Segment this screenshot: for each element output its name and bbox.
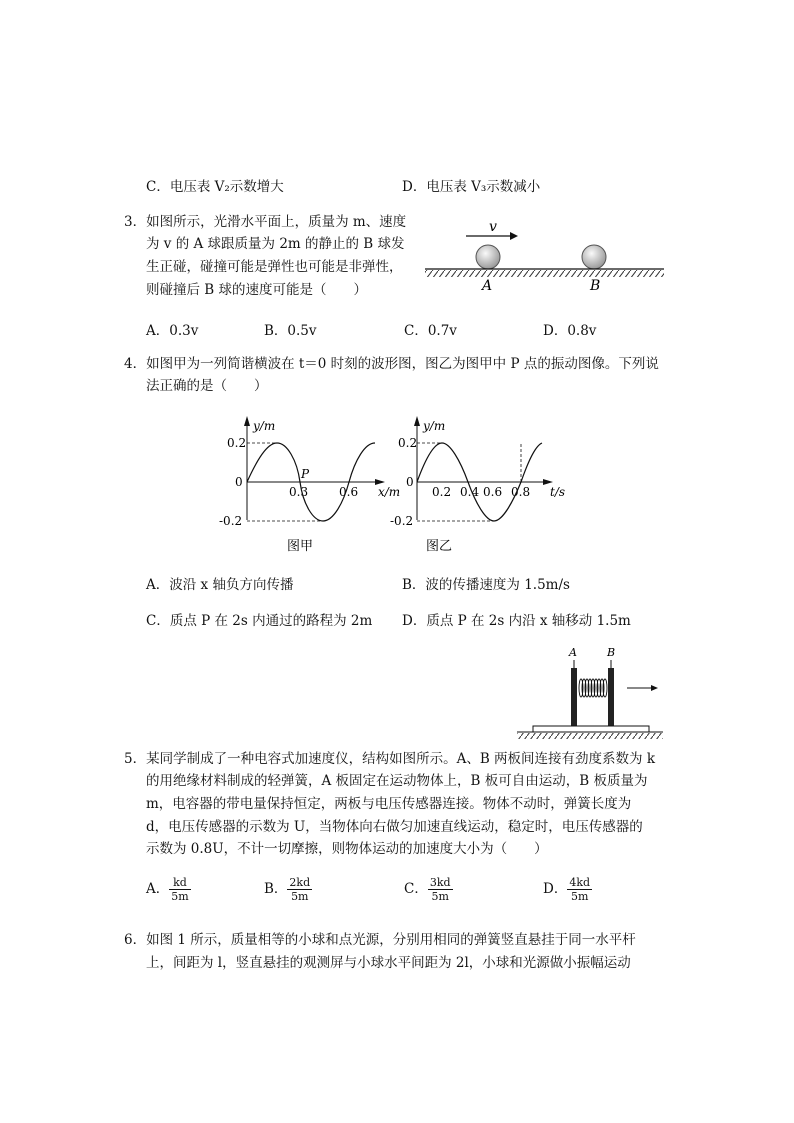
numerator: 2kd xyxy=(289,876,311,889)
q5-line-5: 示数为 0.8U，不计一切摩擦，则物体运动的加速度大小为（ ） xyxy=(146,841,548,857)
vib-tick-y-bottom: -0.2 xyxy=(390,514,414,528)
q5-option-a-fraction xyxy=(169,876,190,903)
q5-line-1: 5．某同学制成了一种电容式加速度仪，结构如图所示。A、B 两板间连接有劲度系数为 k xyxy=(124,751,656,767)
velocity-label: v xyxy=(489,219,497,235)
q5-line-3: m，电容器的带电量保持恒定，两板与电压传感器连接。物体不动时，弹簧长度为 xyxy=(146,796,632,812)
q5-option-a xyxy=(146,876,191,903)
q4-option-b: B．波的传播速度为 1.5m/s xyxy=(402,577,570,593)
q2-option-c: C．电压表 V₂示数增大 xyxy=(146,179,284,195)
q3-line-2: 为 v 的 A 球跟质量为 2m 的静止的 B 球发 xyxy=(146,236,405,252)
wave-y-label: y/m xyxy=(253,419,276,433)
base-platform xyxy=(533,726,649,732)
q3-option-d: D．0.8v xyxy=(543,323,597,339)
q5-option-b-fraction xyxy=(287,876,312,903)
y-axis-arrow xyxy=(414,416,420,426)
wave-tick-y-bottom: -0.2 xyxy=(219,514,243,528)
q3-option-c: C．0.7v xyxy=(404,323,457,339)
wave-point-p-label: P xyxy=(301,467,310,481)
plate-a-label: A xyxy=(569,646,577,659)
ball-a xyxy=(476,245,500,269)
denominator: 5m xyxy=(431,890,449,903)
q5-line-4: d，电压传感器的示数为 U，当物体向右做匀加速直线运动，稳定时，电压传感器的 xyxy=(146,819,643,835)
vib-y-label: y/m xyxy=(423,419,446,433)
plate-a xyxy=(571,668,577,726)
ball-a-label: A xyxy=(482,278,493,294)
q4-line-2: 法正确的是（ ） xyxy=(146,378,268,394)
wave-tick-y-top: 0.2 xyxy=(227,436,247,450)
denominator: 5m xyxy=(570,890,589,903)
denominator: 5m xyxy=(291,890,309,903)
q4-wave-figure xyxy=(215,410,401,555)
plate-b xyxy=(608,668,614,726)
spring xyxy=(579,679,607,697)
plate-b-label: B xyxy=(607,646,616,659)
numerator: 4kd xyxy=(569,876,591,889)
vib-tick-y-top: 0.2 xyxy=(398,436,418,450)
wave-figure-caption: 图甲 xyxy=(287,539,314,554)
q5-option-d xyxy=(543,876,592,903)
q3-collision-figure xyxy=(420,215,670,295)
vib-tick-x-2: 0.4 xyxy=(460,485,480,499)
wave-tick-x-1: 0.3 xyxy=(289,485,309,499)
q5-option-c-fraction xyxy=(428,876,453,903)
wave-tick-x-2: 0.6 xyxy=(339,485,359,499)
q4-option-c: C．质点 P 在 2s 内通过的路程为 2m xyxy=(146,613,373,629)
q6-line-1: 6．如图 1 所示，质量相等的小球和点光源，分别用相同的弹簧竖直悬挂于同一水平杆 xyxy=(124,932,636,948)
vib-x-label: t/s xyxy=(550,485,566,499)
ball-b-label: B xyxy=(590,278,601,294)
q5-option-a-label: A． xyxy=(146,881,170,897)
q3-line-1: 3．如图所示，光滑水平面上，质量为 m、速度 xyxy=(124,214,407,230)
q3-line-3: 生正碰，碰撞可能是弹性也可能是非弹性， xyxy=(146,259,403,275)
denominator: 5m xyxy=(171,890,189,903)
q2-option-d: D．电压表 V₃示数减小 xyxy=(402,179,541,195)
q5-option-d-label: D． xyxy=(543,881,568,897)
numerator: 3kd xyxy=(429,876,451,889)
q5-option-c-label: C． xyxy=(404,881,428,897)
q5-option-b-label: B． xyxy=(264,881,288,897)
q3-option-a: A．0.3v xyxy=(146,323,199,339)
q5-line-2: 的用绝缘材料制成的轻弹簧，A 板固定在运动物体上，B 板可自由运动，B 板质量为 xyxy=(146,773,648,789)
vib-tick-y-zero: 0 xyxy=(406,475,414,489)
vib-figure-caption: 图乙 xyxy=(426,539,453,554)
q5-accelerometer-figure xyxy=(515,640,665,740)
wave-x-label: x/m xyxy=(378,485,401,499)
q4-line-1: 4．如图甲为一列简谐横波在 t＝0 时刻的波形图，图乙为图甲中 P 点的振动图像。下列说 xyxy=(124,356,659,372)
y-axis-arrow xyxy=(244,416,250,426)
q4-option-d: D．质点 P 在 2s 内沿 x 轴移动 1.5m xyxy=(402,613,631,629)
q3-option-b: B．0.5v xyxy=(264,323,317,339)
q4-vibration-figure xyxy=(390,410,565,555)
q3-line-4: 则碰撞后 B 球的速度可能是（ ） xyxy=(146,282,368,298)
numerator: kd xyxy=(169,876,190,890)
q4-option-a: A．波沿 x 轴负方向传播 xyxy=(146,577,294,593)
q5-option-b xyxy=(264,876,312,903)
wave-tick-y-zero: 0 xyxy=(235,475,243,489)
q5-option-c xyxy=(404,876,453,903)
vib-tick-x-1: 0.2 xyxy=(432,485,452,499)
vib-tick-x-4: 0.8 xyxy=(511,485,531,499)
q5-option-d-fraction xyxy=(567,876,592,903)
vib-tick-x-3: 0.6 xyxy=(483,485,503,499)
ball-b xyxy=(582,245,606,269)
q6-line-2: 上，间距为 l，竖直悬挂的观测屏与小球水平间距为 2l，小球和光源做小振幅运动 xyxy=(146,955,631,971)
